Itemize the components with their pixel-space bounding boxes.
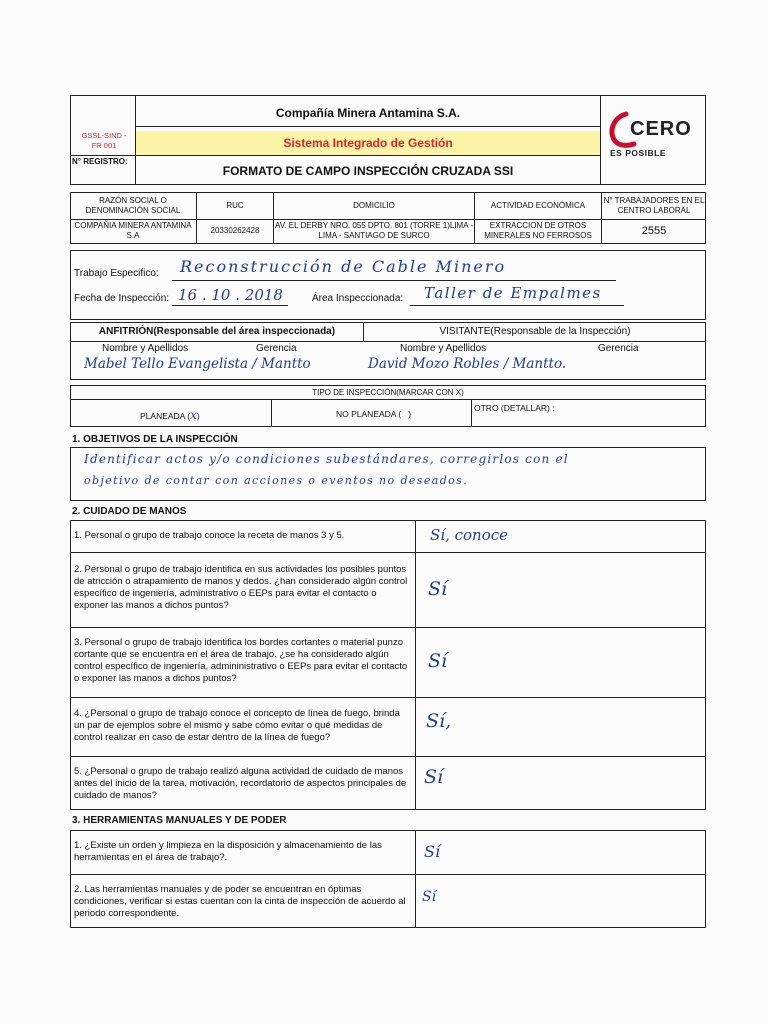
ct-hline	[70, 219, 706, 220]
ct-header-ruc: RUC	[226, 201, 244, 210]
herr-answer-1[interactable]: Sí	[424, 842, 441, 861]
ct-value-ruc: 20330262428	[210, 226, 260, 235]
manos-question-1: 1. Personal o grupo de trabajo conoce la receta de manos 3 y 5.	[74, 530, 345, 541]
ct-vline-1	[196, 192, 197, 244]
ct-value-razon: COMPAÑIA MINERA ANTAMINA S.A	[74, 221, 192, 240]
herr-question-1: 1. ¿Existe un orden y limpieza en la disposición y almacenamiento de las herramientas en el área de trabajo?.	[74, 840, 382, 863]
manos-answer-3[interactable]: Sí	[428, 650, 448, 672]
objetivos-line-2: objetivo de contar con acciones o eventos no deseados.	[84, 474, 469, 487]
tipo-vline-2	[471, 399, 472, 427]
visitante-nombre-label: Nombre y Apellidos	[400, 343, 487, 354]
manos-vline	[415, 520, 416, 810]
area-label: Área Inspeccionada:	[312, 293, 404, 304]
manos-hline-3	[70, 697, 706, 698]
manos-answer-5[interactable]: Sí	[424, 766, 444, 788]
manos-answer-4[interactable]: Sí,	[426, 710, 452, 732]
form-code: GSSL-SIND - FR 001	[81, 131, 127, 150]
manos-answer-1[interactable]: Sí, conoce	[430, 526, 509, 544]
logo-text: CERO	[630, 118, 692, 140]
ct-header-actividad: ACTIVIDAD ECONÓMICA	[490, 201, 586, 210]
manos-question-5: 5. ¿Personal o grupo de trabajo realizó alguna actividad de cuidado de manos antes del inicio de la tarea, motivación, recordatorio de aspectos principales de cuidado de manos?	[74, 766, 407, 801]
planeada-checkbox[interactable]	[140, 408, 200, 422]
ct-vline-2	[273, 192, 274, 244]
manos-question-4: 4. ¿Personal o grupo de trabajo conoce el concepto de línea de fuego, brinda un par de ejemplos sobre el mismo y sabe cómo evitar o qué medidas de control realizar en caso de estar dentro de la línea de fuego?	[74, 708, 400, 743]
manos-question-2: 2. Personal o grupo de trabajo identifica en sus actividades los posibles puntos de atricción o atrapamiento de manos y dedos. ¿han considerado algún control específico de ingeniería, administrativo o EEPs para evitar el contacto o exponer las manos a dichos puntos?	[74, 564, 408, 611]
anfitrion-nombre-label: Nombre y Apellidos	[102, 343, 189, 354]
system-name: Sistema Integrado de Gestión	[136, 131, 600, 155]
header-row-divider-1	[136, 126, 600, 127]
people-vline	[363, 322, 364, 341]
tipo-vline-1	[271, 399, 272, 427]
anfitrion-value: Mabel Tello Evangelista / Mantto	[84, 356, 311, 372]
herr-vline	[415, 830, 416, 928]
registro-label: N° REGISTRO:	[72, 157, 128, 166]
people-hline	[70, 341, 706, 342]
area-value: Taller de Empalmes	[424, 284, 602, 302]
herr-answer-2[interactable]: Sí	[422, 889, 437, 905]
ct-value-trabajadores: 2555	[641, 225, 667, 237]
fecha-value: 16 . 10 . 2018	[178, 286, 283, 304]
manos-hline-4	[70, 756, 706, 757]
manos-title: 2. CUIDADO DE MANOS	[72, 506, 187, 517]
ct-header-domicilio: DOMICILIO	[353, 201, 395, 210]
no-planeada-checkbox[interactable]: NO PLANEADA ( )	[336, 409, 412, 419]
manos-hline-1	[70, 552, 706, 553]
herramientas-title: 3. HERRAMIENTAS MANUALES Y DE PODER	[72, 815, 287, 826]
header-row-divider-2	[70, 155, 600, 156]
planeada-label: PLANEADA (	[140, 411, 191, 421]
herr-hline	[70, 874, 706, 875]
visitante-gerencia-label: Gerencia	[598, 343, 639, 354]
ct-header-trabajadores: N° TRABAJADORES EN EL CENTRO LABORAL	[603, 196, 705, 215]
trabajo-label: Trabajo Especifico:	[74, 268, 159, 279]
trabajo-value: Reconstrucción de Cable Minero	[180, 257, 507, 276]
ct-value-actividad: EXTRACCION DE OTROS MINERALES NO FERROSOS	[484, 221, 592, 240]
cero-logo	[606, 108, 700, 164]
objetivos-title: 1. OBJETIVOS DE LA INSPECCIÓN	[72, 434, 238, 445]
ct-header-razon: RAZÓN SOCIAL O DENOMINACIÓN SOCIAL	[85, 196, 181, 215]
planeada-close: )	[196, 411, 200, 421]
herr-question-2: 2. Las herramientas manuales y de poder se encuentran en óptimas condiciones, verificar si estas cuentan con la cinta de inspección de acuerdo al periodo correspondiente.	[74, 884, 406, 919]
header-right-col	[600, 95, 601, 185]
trabajo-line	[172, 280, 616, 281]
company-name: Compañía Minera Antamina S.A.	[275, 106, 461, 120]
objetivos-line-1: Identificar actos y/o condiciones subestándares, corregirlos con el	[84, 452, 569, 466]
ct-vline-3	[474, 192, 475, 244]
visitante-value: David Mozo Robles / Mantto.	[368, 356, 567, 372]
manos-hline-2	[70, 627, 706, 628]
fecha-label: Fecha de Inspección:	[74, 293, 170, 304]
otro-field[interactable]: OTRO (DETALLAR) :	[474, 403, 555, 413]
logo-tagline: ES POSIBLE	[610, 148, 667, 158]
area-line	[410, 305, 624, 306]
ct-vline-4	[601, 192, 602, 244]
fecha-line	[172, 305, 288, 306]
anfitrion-label: ANFITRIÓN(Responsable del área inspeccionada)	[98, 326, 336, 337]
manos-answer-2[interactable]: Sí	[428, 578, 448, 600]
anfitrion-gerencia-label: Gerencia	[256, 343, 297, 354]
visitante-label: VISITANTE(Responsable de la Inspección)	[439, 326, 631, 337]
tipo-hline	[70, 399, 706, 400]
form-title: FORMATO DE CAMPO INSPECCIÓN CRUZADA SSI	[222, 164, 514, 178]
planeada-mark: x	[190, 408, 197, 422]
tipo-title: TIPO DE INSPECCIÓN(MARCAR CON X)	[312, 388, 464, 397]
ct-value-domicilio: AV. EL DERBY NRO. 055 DPTO. 801 (TORRE 1)LIMA - LIMA - SANTIAGO DE SURCO	[275, 221, 473, 240]
manos-question-3: 3. Personal o grupo de trabajo identifica los bordes cortantes o material punzo cortante que se encuentra en el área de trabajo. ¿se ha considerado algún control específico de ingeniería, admininistrativo o EEPs para evitar el contacto o exponer las manos a dichos puntos?	[74, 637, 408, 684]
